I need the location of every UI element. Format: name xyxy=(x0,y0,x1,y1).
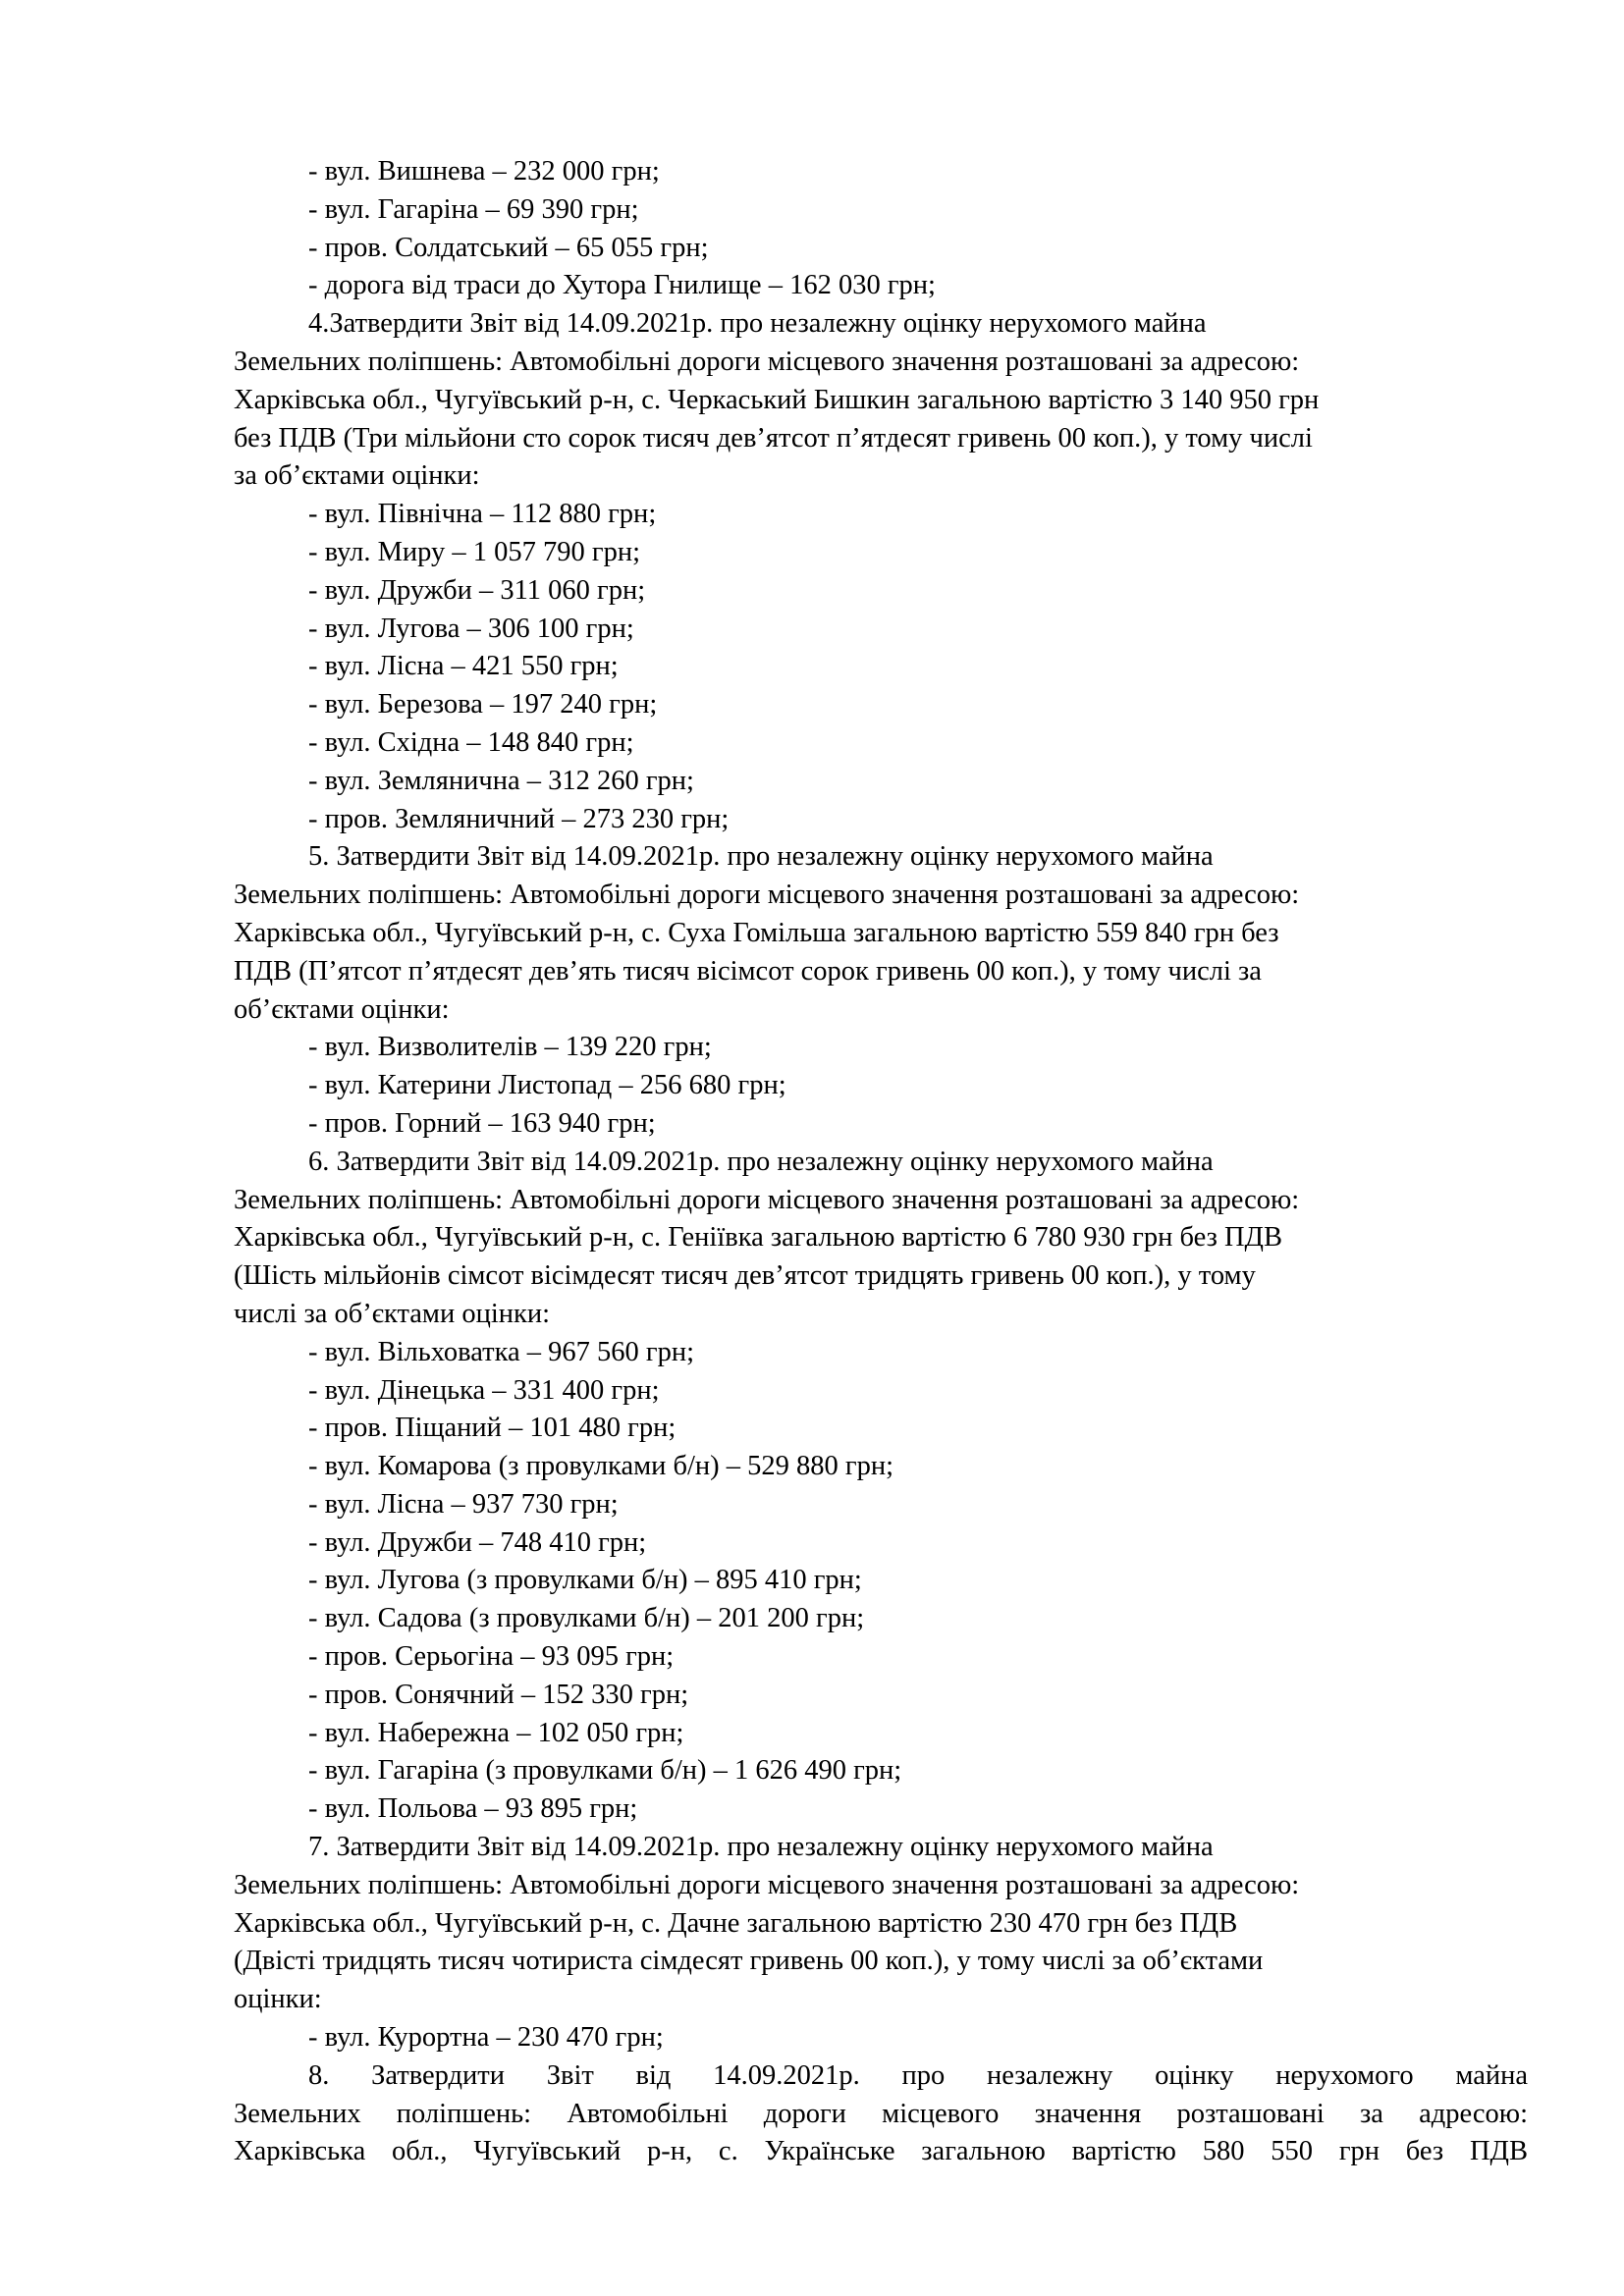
list-item: - вул. Вільховатка – 967 560 грн; xyxy=(308,1336,695,1367)
paragraph-line: оцінки: xyxy=(234,1984,322,2015)
list-item: - пров. Солдатський – 65 055 грн; xyxy=(308,232,709,263)
paragraph-line: Харківська обл., Чугуївський р-н, с. Українське загальною вартістю 580 550 грн без ПДВ xyxy=(234,2136,1528,2167)
list-item: - вул. Дінецька – 331 400 грн; xyxy=(308,1374,660,1406)
paragraph-8 xyxy=(234,2057,1528,2171)
paragraph-line: за об’єктами оцінки: xyxy=(234,460,480,492)
list-item: - вул. Лісна – 937 730 грн; xyxy=(308,1488,619,1520)
list-item: - вул. Дружби – 748 410 грн; xyxy=(308,1526,647,1558)
paragraph-6 xyxy=(234,1144,1528,1334)
paragraph-line: 8. Затвердити Звіт від 14.09.2021р. про незалежну оцінку нерухомого майна xyxy=(308,2059,1528,2091)
paragraph-line: Харківська обл., Чугуївський р-н, с. Черкаський Бишкин загальною вартістю 3 140 950 грн xyxy=(234,384,1320,415)
list-item: - вул. Комарова (з провулками б/н) – 529 880 грн; xyxy=(308,1451,894,1482)
list-item: - вул. Дружби – 311 060 грн; xyxy=(308,574,646,606)
paragraph-line: Земельних поліпшень: Автомобільні дороги місцевого значення розташовані за адресою: xyxy=(234,1869,1300,1900)
list-item: - пров. Піщаний – 101 480 грн; xyxy=(308,1413,677,1444)
document-page xyxy=(234,153,1528,2171)
paragraph-line: Харківська обл., Чугуївський р-н, с. Суха Гомільша загальною вартістю 559 840 грн без xyxy=(234,917,1279,948)
list-item: - пров. Сонячний – 152 330 грн; xyxy=(308,1679,689,1710)
paragraph-4 xyxy=(234,305,1528,496)
list-item: - вул. Катерини Листопад – 256 680 грн; xyxy=(308,1070,786,1101)
list-item: - вул. Визволителів – 139 220 грн; xyxy=(308,1032,712,1063)
list-item: - вул. Лугова – 306 100 грн; xyxy=(308,613,634,644)
list-item: - вул. Польова – 93 895 грн; xyxy=(308,1793,638,1825)
list-item: - вул. Гагаріна (з провулками б/н) – 1 626 490 грн; xyxy=(308,1755,902,1787)
paragraph-line: Земельних поліпшень: Автомобільні дороги місцевого значення розташовані за адресою: xyxy=(234,880,1300,911)
paragraph-line: 6. Затвердити Звіт від 14.09.2021р. про незалежну оцінку нерухомого майна xyxy=(308,1146,1214,1177)
list-item: - вул. Набережна – 102 050 грн; xyxy=(308,1717,684,1748)
paragraph-line: числі за об’єктами оцінки: xyxy=(234,1298,551,1329)
list-item: - пров. Серьогіна – 93 095 грн; xyxy=(308,1641,675,1673)
paragraph-line: Земельних поліпшень: Автомобільні дороги місцевого значення розташовані за адресою: xyxy=(234,346,1300,377)
list-item: - вул. Садова (з провулками б/н) – 201 200 грн; xyxy=(308,1603,865,1634)
list-item: - вул. Лугова (з провулками б/н) – 895 410 грн; xyxy=(308,1565,862,1596)
paragraph-line: (Шість мільйонів сімсот вісімдесят тисяч дев’ятсот тридцять гривень 00 коп.), у тому xyxy=(234,1260,1256,1292)
paragraph-line: 7. Затвердити Звіт від 14.09.2021р. про незалежну оцінку нерухомого майна xyxy=(308,1832,1214,1863)
list-item: - вул. Гагаріна – 69 390 грн; xyxy=(308,193,639,225)
list-item: - вул. Березова – 197 240 грн; xyxy=(308,689,658,721)
list-item: - вул. Вишнева – 232 000 грн; xyxy=(308,156,660,187)
paragraph-line: ПДВ (П’ятсот п’ятдесят дев’ять тисяч вісімсот сорок гривень 00 коп.), у тому числі за xyxy=(234,955,1262,987)
paragraph-line: (Двісті тридцять тисяч чотириста сімдесят гривень 00 коп.), у тому числі за об’єктами xyxy=(234,1946,1264,1977)
list-item: - пров. Горний – 163 940 грн; xyxy=(308,1107,656,1139)
paragraph-line: 4.Затвердити Звіт від 14.09.2021р. про незалежну оцінку нерухомого майна xyxy=(308,308,1207,340)
list-item: - вул. Лісна – 421 550 грн; xyxy=(308,651,619,682)
list-item: - вул. Землянична – 312 260 грн; xyxy=(308,765,694,796)
paragraph-line: без ПДВ (Три мільйони сто сорок тисяч дев’ятсот п’ятдесят гривень 00 коп.), у тому числі xyxy=(234,422,1313,454)
list-item: - вул. Курортна – 230 470 грн; xyxy=(308,2022,664,2054)
paragraph-line: Харківська обл., Чугуївський р-н, с. Геніївка загальною вартістю 6 780 930 грн без ПДВ xyxy=(234,1222,1282,1254)
paragraph-7 xyxy=(234,1829,1528,2019)
paragraph-line: Земельних поліпшень: Автомобільні дороги місцевого значення розташовані за адресою: xyxy=(234,1184,1300,1215)
list-item: - пров. Земляничний – 273 230 грн; xyxy=(308,803,730,834)
paragraph-line: Харківська обл., Чугуївський р-н, с. Дачне загальною вартістю 230 470 грн без ПДВ xyxy=(234,1907,1238,1939)
paragraph-line: Земельних поліпшень: Автомобільні дороги місцевого значення розташовані за адресою: xyxy=(234,2098,1528,2129)
paragraph-line: об’єктами оцінки: xyxy=(234,993,450,1025)
list-item: - дорога від траси до Хутора Гнилище – 162 030 грн; xyxy=(308,270,936,301)
paragraph-5 xyxy=(234,838,1528,1029)
list-item: - вул. Північна – 112 880 грн; xyxy=(308,499,657,530)
paragraph-line: 5. Затвердити Звіт від 14.09.2021р. про незалежну оцінку нерухомого майна xyxy=(308,841,1214,873)
list-item: - вул. Східна – 148 840 грн; xyxy=(308,726,634,758)
list-item: - вул. Миру – 1 057 790 грн; xyxy=(308,536,641,567)
